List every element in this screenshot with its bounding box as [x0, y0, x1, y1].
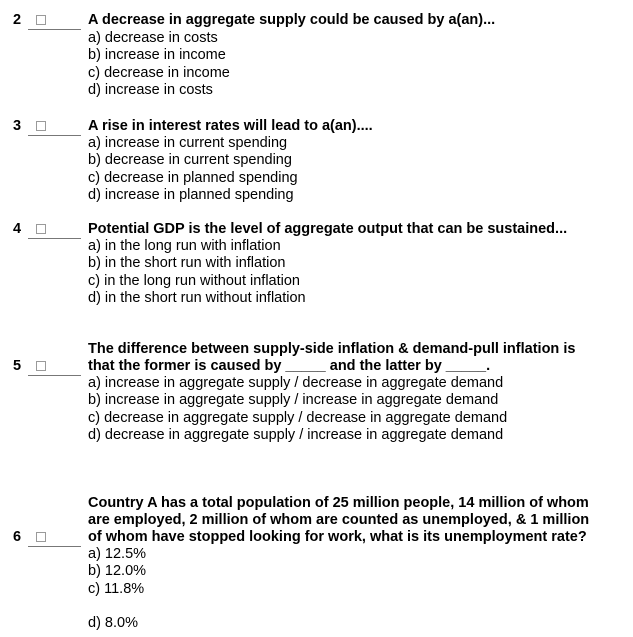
answer-checkbox[interactable]	[36, 121, 46, 131]
option-d: d) in the short run without inflation	[88, 290, 306, 307]
option-a: a) increase in current spending	[88, 135, 288, 151]
answer-blank-line	[28, 375, 81, 376]
option-a: a) in the long run with inflation	[88, 238, 281, 254]
answer-options	[88, 238, 603, 308]
answer-checkbox[interactable]	[36, 532, 46, 542]
option-b: b) increase in income	[88, 47, 226, 64]
option-d: d) 8.0%	[88, 615, 138, 632]
option-d: d) decrease in aggregate supply / increase in aggregate demand	[88, 427, 504, 444]
answer-options	[88, 546, 603, 633]
option-b: b) 12.0%	[88, 563, 147, 580]
question-number: 2	[13, 12, 22, 28]
option-a: a) decrease in costs	[88, 30, 218, 46]
answer-checkbox[interactable]	[36, 15, 46, 25]
option-spacer	[88, 598, 603, 615]
option-b: b) in the short run with inflation	[88, 255, 286, 272]
question-stem-line: The difference between supply-side inflation & demand-pull inflation is	[88, 341, 576, 357]
question-stem	[88, 495, 603, 546]
question-number: 3	[13, 118, 22, 134]
question-stem: A decrease in aggregate supply could be caused by a(an)...	[88, 12, 496, 28]
question-stem: A rise in interest rates will lead to a(an)....	[88, 118, 373, 134]
question-stem	[88, 341, 603, 375]
answer-checkbox[interactable]	[36, 361, 46, 371]
answer-options	[88, 375, 603, 445]
option-c: c) decrease in planned spending	[88, 169, 298, 186]
answer-blank-line	[28, 546, 81, 547]
question-number: 5	[13, 358, 22, 374]
question-stem-line: that the former is caused by _____ and the latter by _____.	[88, 358, 491, 374]
answer-blank-line	[28, 29, 81, 30]
option-d: d) increase in costs	[88, 82, 213, 99]
answer-blank-line	[28, 238, 81, 239]
question-number: 6	[13, 529, 22, 545]
option-a: a) 12.5%	[88, 546, 147, 562]
option-c: c) in the long run without inflation	[88, 272, 300, 289]
answer-options	[88, 135, 603, 205]
option-a: a) increase in aggregate supply / decrease in aggregate demand	[88, 375, 504, 391]
question-stem: Potential GDP is the level of aggregate output that can be sustained...	[88, 221, 568, 237]
option-b: b) decrease in current spending	[88, 152, 292, 169]
option-d: d) increase in planned spending	[88, 187, 294, 204]
option-b: b) increase in aggregate supply / increase in aggregate demand	[88, 392, 499, 409]
question-stem-line: are employed, 2 million of whom are counted as unemployed, & 1 million	[88, 512, 590, 528]
question-stem-line: Country A has a total population of 25 million people, 14 million of whom	[88, 495, 589, 511]
option-c: c) decrease in income	[88, 64, 230, 81]
question-number: 4	[13, 221, 22, 237]
answer-checkbox[interactable]	[36, 224, 46, 234]
answer-options	[88, 30, 603, 100]
option-c: c) 11.8%	[88, 580, 145, 597]
option-c: c) decrease in aggregate supply / decrease in aggregate demand	[88, 409, 508, 426]
answer-blank-line	[28, 135, 81, 136]
question-stem-line: of whom have stopped looking for work, what is its unemployment rate?	[88, 529, 587, 545]
